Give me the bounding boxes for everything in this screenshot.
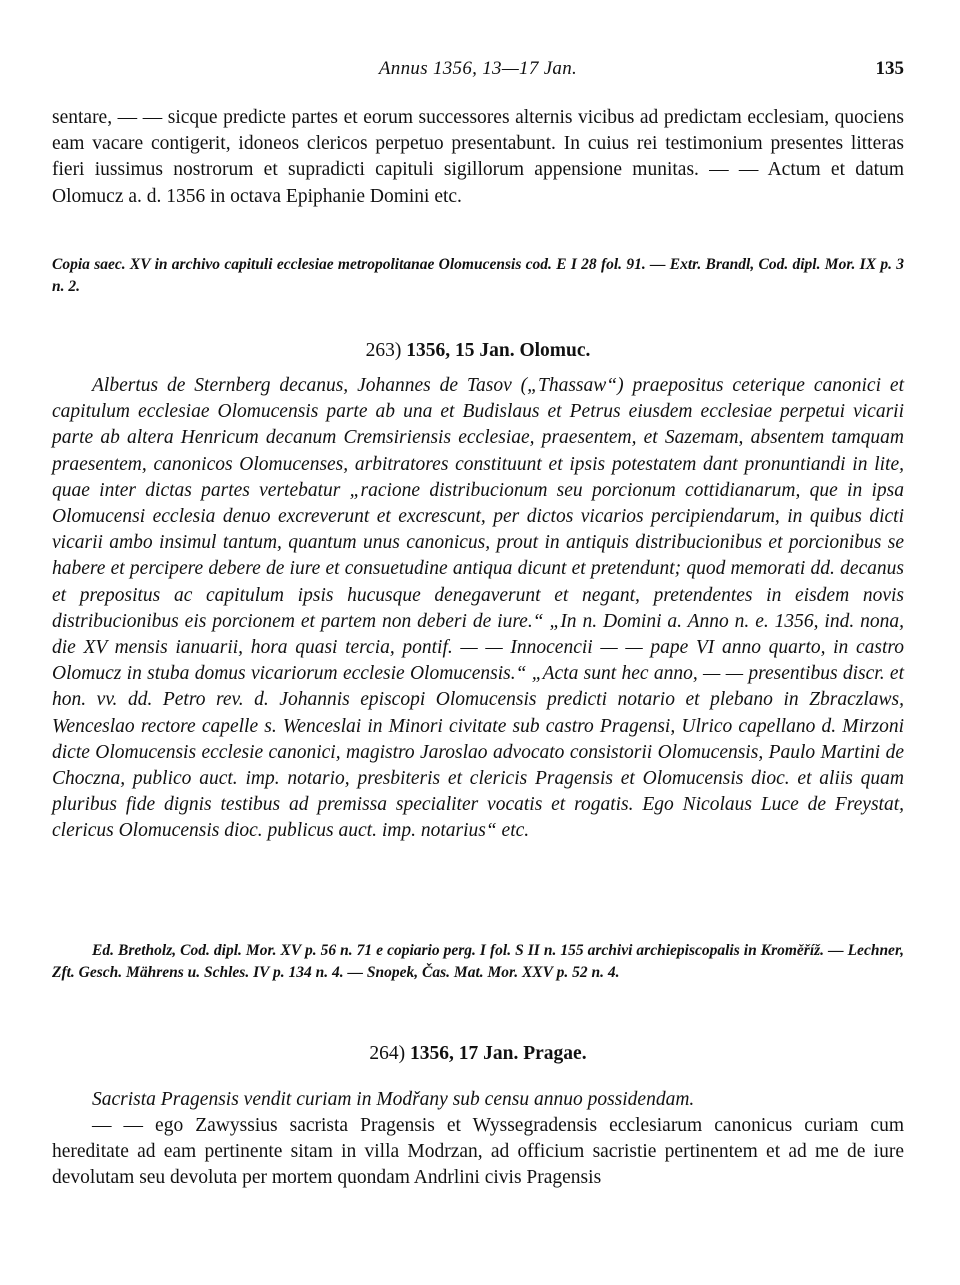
doc-263-date-place: 1356, 15 Jan. Olomuc. bbox=[406, 340, 591, 361]
continuation-source bbox=[52, 254, 904, 297]
doc-263-body bbox=[52, 373, 904, 845]
doc-264-summary: Sacrista Pragensis vendit curiam in Modřany sub censu annuo possidendam. bbox=[92, 1089, 695, 1110]
continuation-text: sentare, — — sicque predicte partes et eorum successores alternis vicibus ad predictam ecclesiam, quociens eam vacare contigerit, idoneos clericos perpetuo presentabunt. In cuius rei testimonium presentes litteras fieri iussimus nostrorum et supradicti capituli sigillorum appensione munitas. — — Actum et datum Olomucz a. d. 1356 in octava Epiphanie Domini etc. bbox=[52, 107, 904, 207]
doc-263-number: 263) bbox=[365, 340, 402, 361]
doc-264-number: 264) bbox=[369, 1043, 406, 1064]
doc-264-heading bbox=[52, 1043, 904, 1065]
page-number: 135 bbox=[875, 58, 904, 79]
continuation-section bbox=[52, 105, 904, 210]
doc-263-heading bbox=[52, 340, 904, 362]
doc-264-text: — — ego Zawyssius sacrista Pragensis et Wyssegradensis ecclesiarum canonicus curiam cum hereditate ad eam pertinente sitam in villa Modrzan, ad officium sacristie pertinentem et ad me de iure devolutam seu devoluta per mortem quondam Andrlini civis Pragensis bbox=[52, 1115, 904, 1189]
source-note-262: Copia saec. XV in archivo capituli ecclesiae metropolitanae Olomucensis cod. E I 28 fol. 91. — Extr. Brandl, Cod. dipl. Mor. IX p. 3 n. 2. bbox=[52, 256, 904, 295]
doc-264-date-place: 1356, 17 Jan. Pragae. bbox=[410, 1043, 587, 1064]
doc-264-summary-block bbox=[52, 1087, 904, 1113]
doc-264-body bbox=[52, 1113, 904, 1192]
page-header bbox=[52, 58, 904, 82]
doc-263-summary: Albertus de Sternberg decanus, Johannes de Tasov („Thassaw“) praepositus ceterique canonici et capitulum ecclesiae Olomucensis parte ab una et Budislaus et Petrus eiusdem ecclesiae perpetui vicarii parte ab altera Henricum decanum Cremsiriensis ecclesiae, praesentem, et Sazemam, absentem tamquam praesentem, canonicos Olomucenses, arbitratores constituunt et ipsis potestatem dant pronuntiandi in lite, quae inter dictas partes vertebatur „racione distribucionum seu porcionum cottidianarum, que in ipsa Olomucensi ecclesia denuo excreverunt et excrescunt, per dictos vicarios percipiendarum, in quibus dicti vicarii ambo insimul tantum, quantum unus canonicus, prout in antiquis distribucionibus et porcionibus se habere et percipere debere de iure et consuetudine antiqua dicunt et pretendunt; quod memorati dd. decanus et prepositus ac capitulum ipsis hucusque denegaverunt et negant, pretendentes in eisdem novis distribucionibus eis porcionem et partem non deberi de iure.“ „In n. Domini a. Anno n. e. 1356, ind. nona, die XV mensis ianuarii, hora quasi tercia, pontif. — — Innocencii — — pape VI anno quarto, in castro Olomucz in stuba domus vicariorum ecclesie Olomucensis.“ „Acta sunt hec anno, — — presentibus discr. et hon. vv. dd. Petro rev. d. Johannis episcopi Olomucensis predicti notario et plebano in Zbraczlaws, Wenceslao rectore capelle s. Wenceslai in Minori civitate sub castro Pragensi, Ulrico capellano d. Mirzoni dicte Olomucensis ecclesie canonici, magistro Jaroslao advocato consistorii Olomucensis, Paulo Martini de Choczna, publico auct. imp. notario, presbiteris et clericis Pragensis et Olomucensis dioc. et aliis quam pluribus fide dignis testibus ad premissa specialiter vocatis et rogatis. Ego Nicolaus Luce de Freystat, clericus Olomucensis dioc. publicus auct. imp. notarius“ etc. bbox=[52, 375, 904, 842]
source-note-263: Ed. Bretholz, Cod. dipl. Mor. XV p. 56 n. 71 e copiario perg. I fol. S II n. 155 archivi archiepiscopalis in Kroměříž. — Lechner, Zft. Gesch. Mährens u. Schles. IV p. 134 n. 4. — Snopek, Čas. Mat. Mor. XXV p. 52 n. 4. bbox=[52, 942, 904, 981]
running-title: Annus 1356, 13—17 Jan. bbox=[378, 58, 578, 79]
doc-263-source bbox=[52, 940, 904, 983]
